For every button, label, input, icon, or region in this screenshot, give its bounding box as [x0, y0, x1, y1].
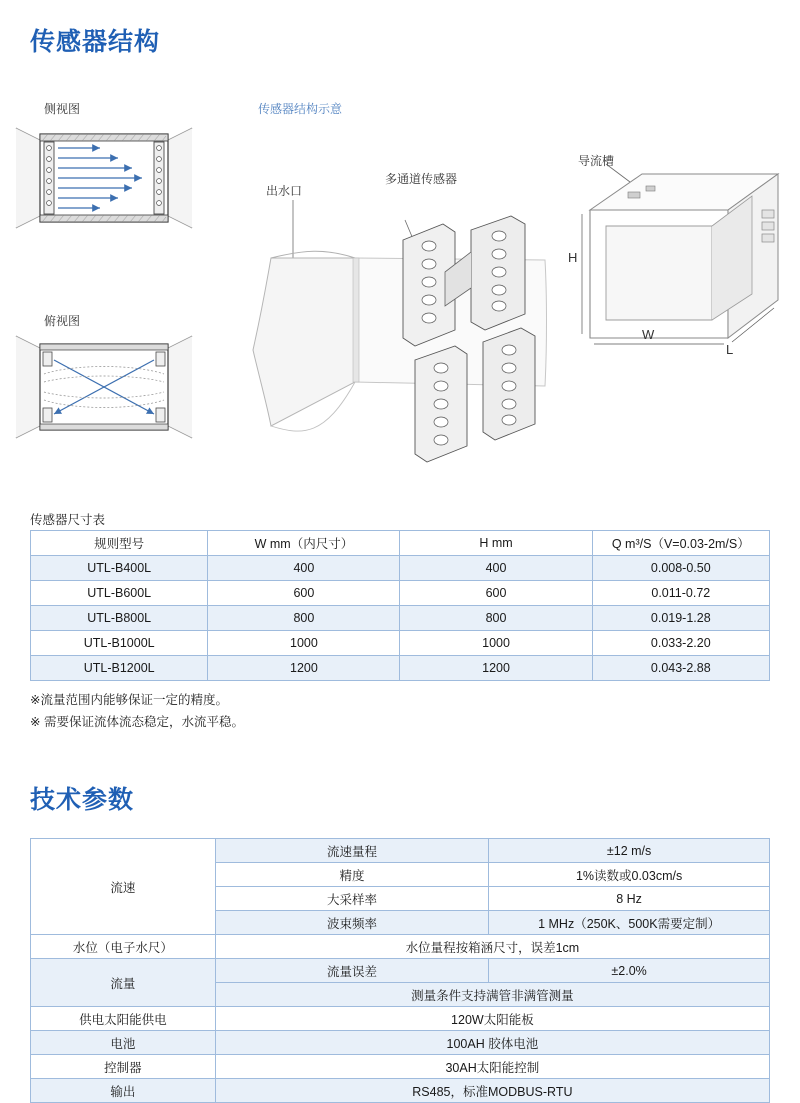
spec-group-label: 流速 [31, 839, 216, 935]
spec-table [30, 838, 770, 1103]
label-structure-note: 传感器结构示意 [258, 102, 343, 116]
size-th-1: W mm（内尺寸） [208, 531, 400, 556]
table-row [31, 839, 770, 863]
size-cell: 0.019-1.28 [592, 606, 769, 631]
spec-group-label: 水位（电子水尺） [31, 935, 216, 959]
size-cell: 1000 [208, 631, 400, 656]
label-side-view: 侧视图 [44, 102, 81, 116]
spec-row-value: 测量条件支持满管非满管测量 [215, 983, 769, 1007]
label-multi-channel-sensor: 多通道传感器 [385, 172, 458, 186]
table-row [31, 656, 770, 681]
section-title-params: 技术参数 [30, 786, 135, 814]
table-header-row [31, 531, 770, 556]
size-cell: UTL-B1200L [31, 656, 208, 681]
size-cell: 600 [208, 581, 400, 606]
spec-row-label: 大采样率 [215, 887, 488, 911]
size-table-note-1: ※流量范围内能够保证一定的精度。 [30, 693, 228, 707]
spec-row-label: 流速量程 [215, 839, 488, 863]
spec-row-value: 水位量程按箱涵尺寸，误差1cm [215, 935, 769, 959]
size-cell: UTL-B1000L [31, 631, 208, 656]
enclosure-3d-drawing [576, 148, 788, 398]
size-cell: 400 [400, 556, 592, 581]
size-th-0: 规则型号 [31, 531, 208, 556]
size-table-note-2: ※ 需要保证流体流态稳定，水流平稳。 [30, 715, 244, 729]
size-cell: 1200 [208, 656, 400, 681]
size-cell: 800 [400, 606, 592, 631]
label-flow-guide: 导流槽 [578, 154, 615, 168]
size-table-caption: 传感器尺寸表 [30, 513, 106, 527]
section-title-structure: 传感器结构 [30, 28, 161, 56]
spec-group-label: 输出 [31, 1079, 216, 1103]
size-cell: 0.011-0.72 [592, 581, 769, 606]
table-row [31, 935, 770, 959]
label-top-view: 俯视图 [44, 314, 81, 328]
label-outlet: 出水口 [266, 184, 303, 198]
size-cell: UTL-B400L [31, 556, 208, 581]
spec-row-value: RS485，标准MODBUS-RTU [215, 1079, 769, 1103]
size-cell: 0.043-2.88 [592, 656, 769, 681]
table-row [31, 631, 770, 656]
top-view-drawing [14, 330, 194, 445]
spec-row-value: 30AH太阳能控制 [215, 1055, 769, 1079]
size-cell: 0.008-0.50 [592, 556, 769, 581]
size-th-2: H mm [400, 531, 592, 556]
spec-row-label: 波束频率 [215, 911, 488, 935]
size-cell: 600 [400, 581, 592, 606]
spec-row-value: 100AH 胶体电池 [215, 1031, 769, 1055]
table-row [31, 556, 770, 581]
spec-row-value: 1%读数或0.03cm/s [489, 863, 770, 887]
size-table [30, 530, 770, 681]
size-cell: 1000 [400, 631, 592, 656]
size-cell: 400 [208, 556, 400, 581]
table-row [31, 581, 770, 606]
table-row [31, 1055, 770, 1079]
size-cell: 0.033-2.20 [592, 631, 769, 656]
table-row [31, 959, 770, 983]
label-dim-w: W [642, 327, 655, 342]
spec-row-value: ±2.0% [489, 959, 770, 983]
size-cell: UTL-B600L [31, 581, 208, 606]
spec-group-label: 流量 [31, 959, 216, 1007]
spec-group-label: 控制器 [31, 1055, 216, 1079]
size-cell: 1200 [400, 656, 592, 681]
size-cell: UTL-B800L [31, 606, 208, 631]
size-th-3: Q m³/S（V=0.03-2m/S） [592, 531, 769, 556]
spec-row-value: 8 Hz [489, 887, 770, 911]
spec-row-label: 精度 [215, 863, 488, 887]
spec-row-value: 120W太阳能板 [215, 1007, 769, 1031]
size-cell: 800 [208, 606, 400, 631]
spec-row-value: 1 MHz（250K、500K需要定制） [489, 911, 770, 935]
table-row [31, 606, 770, 631]
label-dim-l: L [726, 342, 734, 357]
sensor-plates-cluster [385, 210, 565, 510]
spec-row-label: 流量误差 [215, 959, 488, 983]
table-row [31, 1031, 770, 1055]
side-view-drawing [14, 118, 194, 238]
table-row [31, 1079, 770, 1103]
structure-diagram-area [0, 90, 800, 480]
spec-group-label: 电池 [31, 1031, 216, 1055]
spec-row-value: ±12 m/s [489, 839, 770, 863]
label-dim-h: H [568, 250, 578, 265]
table-row [31, 1007, 770, 1031]
spec-group-label: 供电太阳能供电 [31, 1007, 216, 1031]
